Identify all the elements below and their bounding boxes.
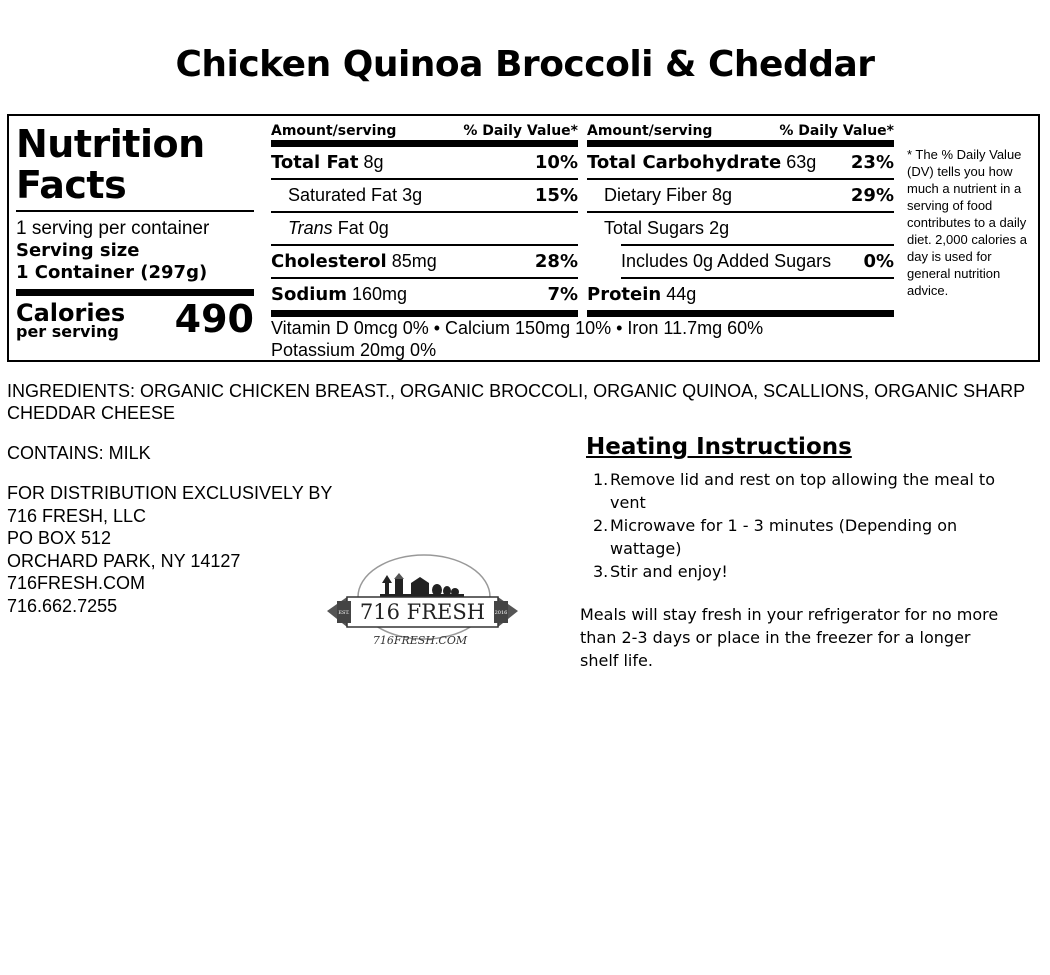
- column-header: [271, 122, 578, 147]
- vitamins-line-2: Potassium 20mg 0%: [271, 340, 437, 360]
- product-title: Chicken Quinoa Broccoli & Cheddar: [175, 44, 875, 85]
- step-number: 2.: [593, 516, 609, 535]
- column-header: [587, 122, 894, 147]
- amount-header: Amount/serving: [271, 123, 397, 139]
- allergen-contains: CONTAINS: MILK: [7, 443, 151, 463]
- nutrient-row-added-sugars: [621, 244, 894, 279]
- step-number: 1.: [593, 470, 609, 489]
- nutrient-label: Cholesterol: [271, 251, 387, 272]
- nutrient-dv: 29%: [850, 185, 894, 206]
- nutrient-label: Saturated Fat: [288, 185, 398, 205]
- nutrient-row-dietary-fiber: [587, 180, 894, 213]
- nutrient-label: Total Sugars: [604, 218, 705, 238]
- heating-instructions: [586, 432, 1006, 583]
- nutrition-facts-panel: [7, 114, 1040, 362]
- amount-header: Amount/serving: [587, 123, 713, 139]
- nutrient-dv: 28%: [534, 251, 578, 272]
- calories-row: [16, 296, 254, 348]
- step-number: 3.: [593, 562, 609, 581]
- nutrition-facts-header: [16, 124, 254, 348]
- heating-step: [586, 560, 1006, 583]
- step-text: Stir and enjoy!: [610, 562, 728, 581]
- nutrient-label: Trans: [288, 218, 333, 238]
- nutrient-amount: 85mg: [391, 251, 437, 271]
- calories-sublabel: per serving: [16, 322, 119, 341]
- nutrient-label: Protein: [587, 284, 662, 305]
- step-text: Microwave for 1 - 3 minutes (Depending on wattage): [610, 516, 958, 558]
- nutrient-label: Total Carbohydrate: [587, 152, 782, 173]
- nutrient-amount: 44g: [666, 284, 697, 304]
- po-box: PO BOX 512: [7, 528, 112, 548]
- nutrition-facts-heading-line2: Facts: [16, 163, 127, 207]
- nutrient-column-left: [271, 122, 578, 317]
- distribution-info: [7, 482, 332, 617]
- website: 716FRESH.COM: [7, 573, 146, 593]
- nutrient-row-total-sugars: [587, 213, 894, 244]
- nutrient-label: Includes 0g Added Sugars: [621, 251, 832, 271]
- nutrient-label: Dietary Fiber: [604, 185, 708, 205]
- nutrient-row-trans-fat: [271, 213, 578, 246]
- vitamins-minerals: [271, 317, 831, 361]
- step-text: Remove lid and rest on top allowing the meal to vent: [610, 470, 995, 512]
- city-state-zip: ORCHARD PARK, NY 14127: [7, 550, 241, 571]
- nutrient-dv: 15%: [534, 185, 578, 206]
- nutrient-row-cholesterol: [271, 246, 578, 279]
- logo-brand: 716 FRESH: [359, 600, 486, 624]
- nutrient-amount: 2g: [709, 218, 730, 238]
- nutrient-dv: 7%: [547, 284, 578, 305]
- nutrient-row-total-carbohydrate: [587, 147, 894, 180]
- nutrient-row-protein: [587, 279, 894, 317]
- nutrient-dv: 23%: [850, 152, 894, 173]
- nutrient-amount: 8g: [712, 185, 733, 205]
- logo-est: EST.: [338, 610, 350, 616]
- vitamins-line-1: Vitamin D 0mcg 0% • Calcium 150mg 10% • Iron 11.7mg 60%: [271, 318, 764, 338]
- nutrient-label: Sodium: [271, 284, 347, 305]
- nutrient-amount: 63g: [786, 152, 817, 172]
- nutrient-dv: 10%: [534, 152, 578, 173]
- heating-step: [586, 514, 1006, 560]
- divider: [16, 210, 254, 212]
- divider-thick: [16, 289, 254, 296]
- distribution-line: FOR DISTRIBUTION EXCLUSIVELY BY: [7, 483, 333, 503]
- calories-value: 490: [174, 297, 254, 341]
- logo-graphic: [325, 553, 520, 653]
- logo-year: 2016: [494, 610, 508, 616]
- calories-label: Calories: [16, 299, 126, 327]
- freshness-note: Meals will stay fresh in your refrigerator for no more than 2-3 days or place in the freezer for a longer shelf life.: [580, 605, 999, 670]
- nutrient-dv: 0%: [863, 251, 894, 272]
- brand-logo: [325, 553, 520, 653]
- serving-size-label: Serving size: [16, 240, 140, 261]
- nutrient-amount: 8g: [363, 152, 384, 172]
- nutrient-label: Total Fat: [271, 152, 359, 173]
- nutrition-facts-heading-line1: Nutrition: [16, 122, 205, 166]
- dv-header: % Daily Value*: [463, 123, 578, 139]
- daily-value-footnote: * The % Daily Value (DV) tells you how much a nutrient in a serving of food contributes to a daily diet. 2,000 calories a day is used for general nutrition advice.: [907, 147, 1027, 298]
- heating-steps: [586, 468, 1006, 583]
- nutrient-amount: 3g: [402, 185, 423, 205]
- nutrient-row-sodium: [271, 279, 578, 317]
- nutrient-amount: 160mg: [351, 284, 408, 304]
- dv-header: % Daily Value*: [779, 123, 894, 139]
- company-name: 716 FRESH, LLC: [7, 505, 147, 526]
- nutrient-amount: Fat 0g: [337, 218, 389, 238]
- phone: 716.662.7255: [7, 595, 118, 616]
- servings-per-container: 1 serving per container: [16, 218, 210, 239]
- ingredients: INGREDIENTS: ORGANIC CHICKEN BREAST., ORGANIC BROCCOLI, ORGANIC QUINOA, SCALLIONS, ORGANIC SHARP CHEDDAR CHEESE: [7, 381, 1025, 423]
- nutrient-row-total-fat: [271, 147, 578, 180]
- serving-size-value: 1 Container (297g): [16, 262, 208, 283]
- nutrient-column-right: [587, 122, 894, 317]
- logo-url: 716FRESH.COM: [372, 634, 468, 647]
- nutrient-row-saturated-fat: [271, 180, 578, 213]
- heating-step: [586, 468, 1006, 514]
- heating-title: Heating Instructions: [586, 434, 852, 460]
